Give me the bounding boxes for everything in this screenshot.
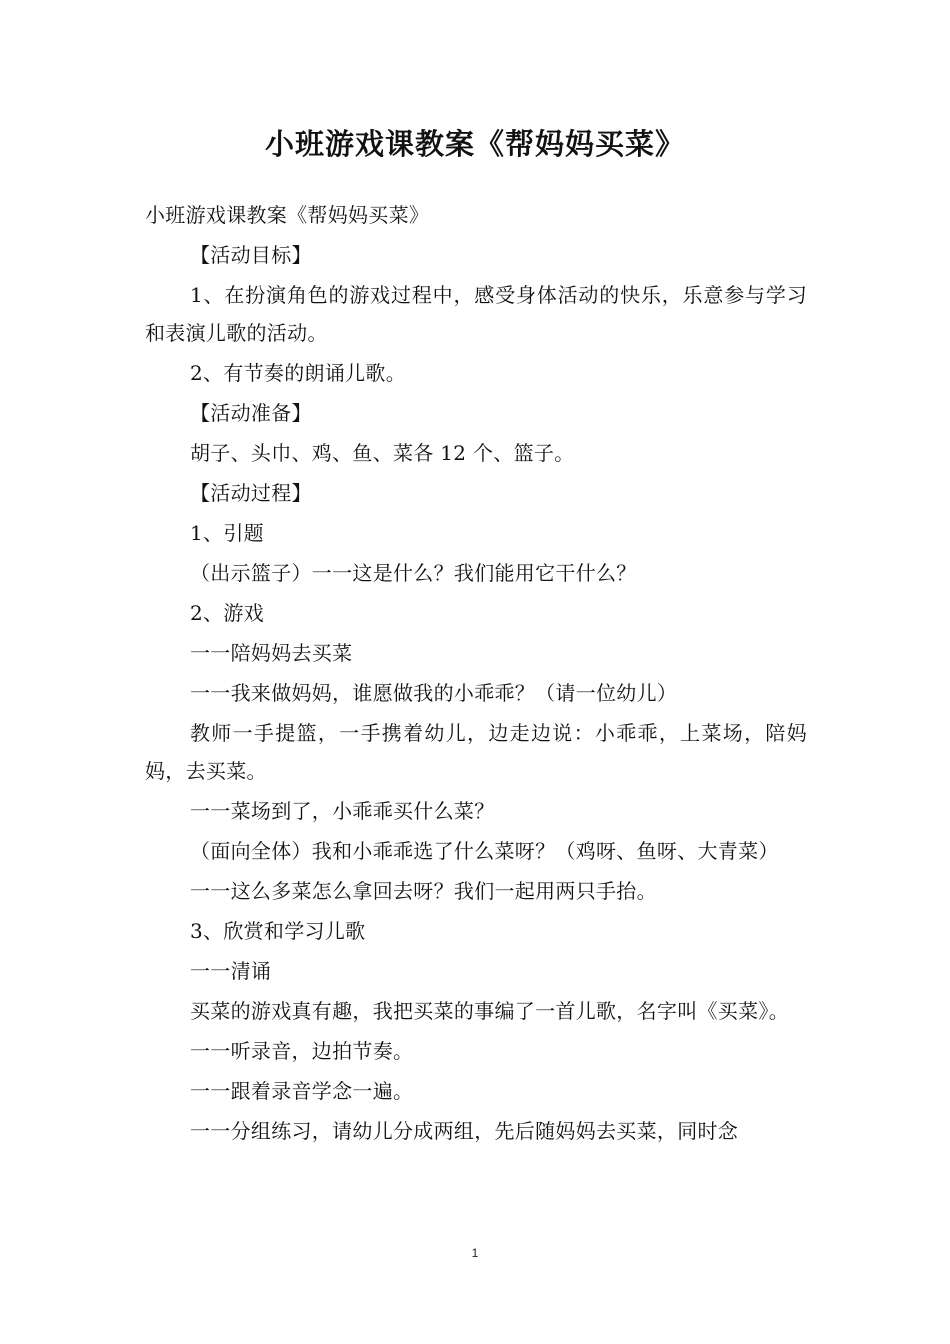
body-paragraph: 【活动准备】 [190,401,312,425]
body-paragraph: 教师一手提篮，一手携着幼儿，边走边说：小乖乖，上菜场，陪妈妈，去买菜。 [145,721,807,783]
body-paragraph: 一一陪妈妈去买菜 [190,641,353,665]
body-paragraph: （面向全体）我和小乖乖选了什么菜呀？（鸡呀、鱼呀、大青菜） [190,839,779,863]
body-paragraph: （出示篮子）一一这是什么？我们能用它干什么？ [190,561,637,585]
body-paragraph: 1、在扮演角色的游戏过程中，感受身体活动的快乐，乐意参与学习和表演儿歌的活动。 [145,283,807,345]
body-paragraph: 一一我来做妈妈，谁愿做我的小乖乖？（请一位幼儿） [190,681,678,705]
body-paragraph: 一一跟着录音学念一遍。 [190,1079,414,1103]
body-paragraph: 小班游戏课教案《帮妈妈买菜》 [145,203,430,227]
body-paragraph: 3、欣赏和学习儿歌 [190,919,366,943]
body-paragraph: 2、游戏 [190,601,264,625]
body-paragraph: 【活动目标】 [190,243,312,267]
body-paragraph: 2、有节奏的朗诵儿歌。 [190,361,407,385]
body-paragraph: 一一分组练习，请幼儿分成两组，先后随妈妈去买菜，同时念 [190,1119,739,1143]
body-paragraph: 胡子、头巾、鸡、鱼、菜各 12 个、篮子。 [190,441,575,465]
document-title: 小班游戏课教案《帮妈妈买菜》 [264,127,685,161]
body-paragraph: 买菜的游戏真有趣，我把买菜的事编了一首儿歌，名字叫《买菜》。 [190,999,789,1023]
body-paragraph: 一一清诵 [190,959,272,983]
body-paragraph: 一一听录音，边拍节奏。 [190,1039,414,1063]
body-paragraph: 一一菜场到了，小乖乖买什么菜？ [190,799,495,823]
body-paragraph: 【活动过程】 [190,481,312,505]
body-paragraph: 一一这么多菜怎么拿回去呀？我们一起用两只手抬。 [190,879,657,903]
body-paragraph: 1、引题 [190,521,264,545]
page-number: 1 [471,1246,479,1260]
document-body [145,196,807,1152]
